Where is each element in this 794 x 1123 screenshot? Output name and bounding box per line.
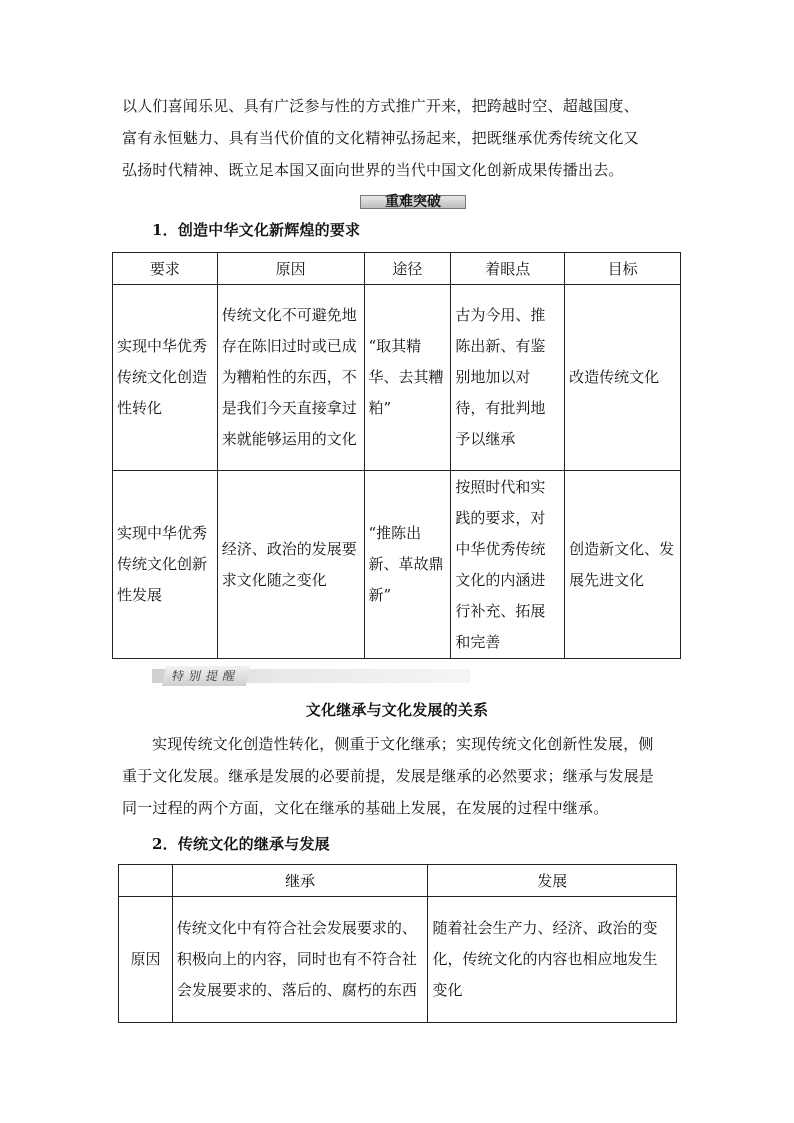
table-header-row [119,865,677,897]
column-header: 着眼点 [451,253,565,285]
intro-line: 弘扬时代精神、既立足本国又面向世界的当代中国文化创新成果传播出去。 [122,161,624,179]
inheritance-development-table [118,864,677,1023]
table-header-row [113,253,681,285]
row-label: 原因 [119,897,173,1023]
tip-line: 实现传统文化创造性转化，侧重于文化继承；实现传统文化创新性发展，侧 [152,735,654,753]
heading-2: 2．传统文化的继承与发展 [152,835,330,853]
cell-goal: 创造新文化、发展先进文化 [565,471,681,659]
table-row [113,285,681,471]
table-row [113,471,681,659]
column-header: 发展 [428,865,677,897]
section-badge-label: 重难突破 [385,194,441,210]
cell-reason: 传统文化不可避免地存在陈旧过时或已成为糟粕性的东西，不是我们今天直接拿过来就能够运用的文化 [217,285,364,471]
cell-goal: 改造传统文化 [565,285,681,471]
cell-focus: 古为今用、推陈出新、有鉴别地加以对待，有批判地予以继承 [451,285,565,471]
cell-focus: 按照时代和实践的要求，对中华优秀传统文化的内涵进行补充、拓展和完善 [451,471,565,659]
cell-develop: 随着社会生产力、经济、政治的变化，传统文化的内容也相应地发生变化 [428,897,677,1023]
table-row [119,897,677,1023]
special-reminder-label: 特别提醒 [162,666,250,686]
special-reminder-bar [152,666,470,686]
intro-line: 富有永恒魅力、具有当代价值的文化精神弘扬起来，把既继承优秀传统文化又 [122,129,639,147]
tip-paragraph [122,728,682,824]
tip-title: 文化继承与文化发展的关系 [305,701,489,719]
requirements-table [112,252,681,659]
cell-requirement: 实现中华优秀传统文化创新性发展 [113,471,218,659]
cell-path: “取其精华、去其糟粕” [364,285,451,471]
intro-line: 以人们喜闻乐见、具有广泛参与性的方式推广开来，把跨越时空、超越国度、 [122,97,639,115]
heading-1: 1．创造中华文化新辉煌的要求 [152,221,361,239]
column-header: 目标 [565,253,681,285]
column-header: 要求 [113,253,218,285]
tip-line: 同一过程的两个方面，文化在继承的基础上发展，在发展的过程中继承。 [122,799,609,817]
cell-inherit: 传统文化中有符合社会发展要求的、积极向上的内容，同时也有不符合社会发展要求的、落后的、腐朽的东西 [172,897,428,1023]
column-header: 继承 [172,865,428,897]
column-header [119,865,173,897]
column-header: 途径 [364,253,451,285]
column-header: 原因 [217,253,364,285]
tip-line: 重于文化发展。继承是发展的必要前提，发展是继承的必然要求；继承与发展是 [122,767,655,785]
cell-requirement: 实现中华优秀传统文化创造性转化 [113,285,218,471]
section-badge [360,192,466,212]
cell-path: “推陈出新、革故鼎新” [364,471,451,659]
cell-reason: 经济、政治的发展要求文化随之变化 [217,471,364,659]
intro-paragraph [122,90,682,186]
